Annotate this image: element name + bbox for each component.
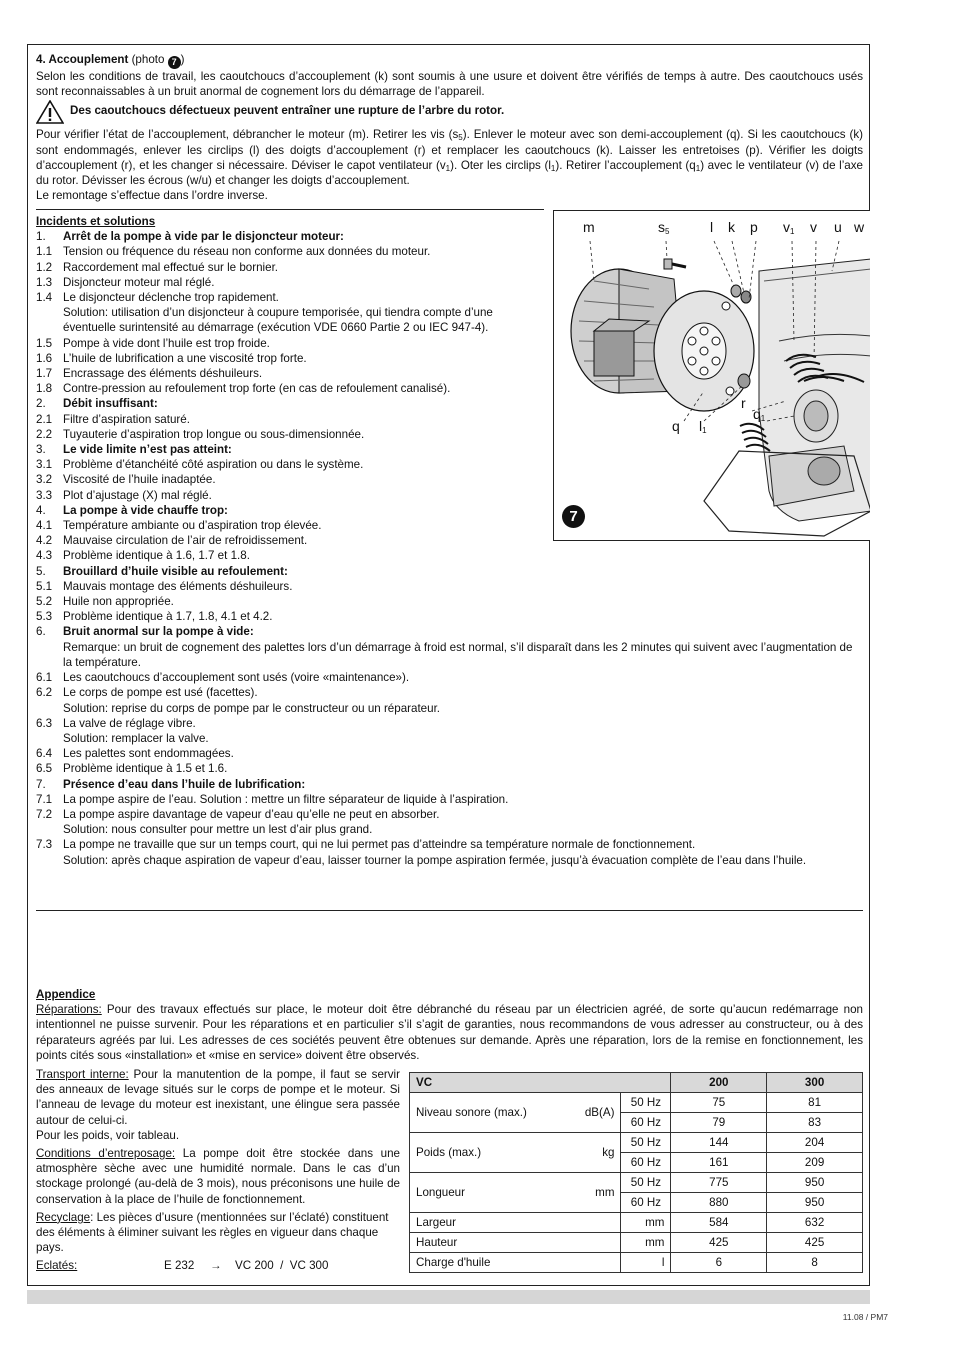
footer-bar (27, 1290, 870, 1304)
warning-icon (36, 100, 64, 124)
table-row: 60 Hz 161 209 (410, 1153, 863, 1173)
footer-code: 11.08 / PM7 (842, 1312, 888, 1322)
warning-text: Des caoutchoucs défectueux peuvent entraîner une rupture de l’arbre du rotor. (70, 104, 505, 118)
incident-line: 7. Présence d’eau dans l’huile de lubrification: (36, 777, 306, 791)
incident-line: 1.2 Raccordement mal effectué sur le bornier. (36, 260, 279, 274)
table-header-row: VC 200 300 (410, 1073, 863, 1093)
incident-line: Remarque: un bruit de cognement des palettes lors d’un démarrage à froid est normal, s’il disparaît dans les 2 minutes qui suivent avec l’augmentation de la température. (63, 640, 853, 669)
incident-line: 4.2 Mauvaise circulation de l’air de refroidissement. (36, 534, 308, 548)
pump-illustration (554, 211, 870, 541)
incident-line: 3.1 Problème d’étanchéité côté aspiration ou dans le système. (36, 458, 364, 472)
label-v: v (810, 219, 817, 235)
exploded-view-photo (553, 210, 870, 541)
incident-line: 1.8 Contre-pression au refoulement trop forte (en cas de refoulement canalisé). (36, 382, 451, 396)
incident-line: Solution: après chaque aspiration de vapeur d’eau, laisser tourner la pompe aspiration fermée, jusqu’à évacuation complète de l’eau dans l’huile. (63, 853, 807, 867)
incident-line: 5.1 Mauvais montage des éléments déshuileurs. (36, 579, 293, 593)
incident-line: 6.2 Le corps de pompe est usé (facettes). (36, 686, 258, 700)
label-m: m (583, 219, 595, 235)
incident-line: 2.1 Filtre d’aspiration saturé. (36, 412, 190, 426)
label-v1: $v_1$ (783, 219, 795, 236)
spec-table (409, 1072, 863, 1273)
incident-line: 7.2 La pompe aspire davantage de vapeur d’eau qu’elle ne peut en absorber. (36, 807, 440, 821)
table-row: Hauteur mm 425 425 (410, 1233, 863, 1253)
incident-line: Solution: reprise du corps de pompe par le constructeur ou un réparateur. (63, 701, 441, 715)
warning-block (36, 103, 863, 125)
divider (36, 209, 544, 210)
incident-line: 5.2 Huile non appropriée. (36, 595, 174, 609)
incident-line: 7.1 La pompe aspire de l’eau. Solution : mettre un filtre séparateur de liquide à l’aspiration. (36, 792, 509, 806)
incident-line: 1.5 Pompe à vide dont l’huile est trop froide. (36, 336, 270, 350)
incident-line: 4. La pompe à vide chauffe trop: (36, 503, 228, 517)
incident-line: 7.3 La pompe ne travaille que sur un temps court, qui ne lui permet pas d’atteindre sa température normale de fonctionnement. (36, 838, 696, 852)
incident-line: Solution: nous consulter pour mettre un lest d’air plus grand. (63, 823, 373, 837)
section-accouplement: 4. Accouplement (photo 7 ) Selon les conditions de travail, les caoutchoucs d’accouplement (k) sont soumis à une usure et doivent être vérifiés de temps à autre. Des caoutchoucs usés sont reconnaissables à un bruit anormal de cognement lors du démarrage de l’appareil. Des caoutchoucs défectueux peuvent entraîner une rupture de l’arbre du rotor. Pour vérifier l’état de l’accouplement, débrancher le moteur (m). Retirer les vis $(s_5)$. Enlever le moteur avec son demi-accouplement (q). Si les caoutchoucs (k) sont endommagés, enlever les circlips (l) des doigts d’accouplement (r) et remplacer les caoutchoucs (k). Laisser les entretoises (p). Vérifier les doigts d’accouplement (r), et les changer si nécessaire. Déviser le capot ventilateur $(v_1)$. Oter les circlips $(l_1)$. Retirer l’accouplement $(q_1)$ avec le ventilateur (v) de l’axe du rotor. Dévisser les écrous (w/u) et changer les doigts d’accouplement. Le remontage s’effectue dans l’ordre inverse. (36, 53, 864, 203)
incident-line: 2. Débit insuffisant: (36, 397, 158, 411)
appendix-section (36, 987, 863, 1063)
incident-line: 3.3 Plot d’ajustage (X) mal réglé. (36, 488, 212, 502)
table-row: Poids (max.) kg 50 Hz 144 204 (410, 1133, 863, 1153)
incident-line: 4.1 Température ambiante ou d’aspiration trop élevée. (36, 519, 322, 533)
section-intro: Selon les conditions de travail, les caoutchoucs d’accouplement (k) sont soumis à une usure et doivent être vérifiés de temps à autre. Des caoutchoucs usés sont reconnaissables à un bruit anormal de cognement lors du démarrage de l’appareil. (36, 70, 863, 99)
incident-line: 4.3 Problème identique à 1.6, 1.7 et 1.8. (36, 549, 250, 563)
incident-line: éventuelle surintensité au démarrage (exécution VDE 0660 Partie 2 ou IEC 947-4). (63, 321, 489, 335)
incident-line: Solution: utilisation d’un disjoncteur à coupure temporisée, qui tiendra compte d’une (63, 306, 493, 320)
photo-number-badge: 7 (562, 505, 585, 528)
table-row: Longueur mm 50 Hz 775 950 (410, 1173, 863, 1193)
incident-line: 6. Bruit anormal sur la pompe à vide: (36, 625, 254, 639)
incident-line: 5. Brouillard d’huile visible au refoulement: (36, 564, 288, 578)
table-row: 60 Hz 880 950 (410, 1193, 863, 1213)
exploded-views-line: Eclatés: E 232 → VC 200 / VC 300 (36, 1259, 329, 1273)
incident-line: 1.7 Encrassage des éléments déshuileurs. (36, 367, 263, 381)
incident-line: Solution: remplacer la valve. (63, 731, 209, 745)
divider (36, 910, 863, 911)
label-l1: $l_1$ (699, 418, 707, 435)
incident-line: 1.6 L’huile de lubrification a une viscosité trop forte. (36, 351, 307, 365)
label-s5: $s_5$ (658, 219, 670, 236)
appendix-left-column: Transport interne: Pour la manutention de la pompe, il faut se servir des anneaux de levage situés sur le corps de pompe et le moteur. Si l’anneau de levage du moteur est inexistant, une élingue sera passée autour de celui-ci. Pour les poids, voir tableau. Conditions d’entreposage: La pompe doit être stockée dans une atmosphère sèche avec une humidité normale. Dans le cas d’un stockage prolongé (au-delà de 3 mois), nous préconisons une huile de conservation à la place de l’huile de fonctionnement. Recyclage: Les pièces d’usure (mentionnées sur l’éclaté) constituent des éléments à éliminer suivant les règles en vigueur dans chaque pays. Eclatés: E 232 → VC 200 / VC 300 (36, 1068, 400, 1273)
appendix-heading: Appendice (36, 988, 96, 1001)
label-q1: $q_1$ (753, 406, 766, 423)
photo-ref-badge: 7 (168, 56, 181, 69)
incident-line: 1. Arrêt de la pompe à vide par le disjoncteur moteur: (36, 230, 344, 244)
incident-line: 6.1 Les caoutchoucs d’accouplement sont usés (voire «maintenance»). (36, 671, 410, 685)
transport-paragraph: Transport interne: Pour la manutention de la pompe, il faut se servir des anneaux de levage situés sur le corps de pompe et le moteur. Si l’anneau de levage du moteur est inexistant, une élingue sera passée autour de celui-ci. (36, 1068, 400, 1127)
section-title: 4. Accouplement (36, 53, 129, 66)
table-row: 60 Hz 79 83 (410, 1113, 863, 1133)
table-row: Niveau sonore (max.) dB(A) 50 Hz 75 81 (410, 1093, 863, 1113)
label-w: w (854, 219, 865, 235)
label-k: k (728, 219, 735, 235)
incident-line: 1.1 Tension ou fréquence du réseau non conforme aux données du moteur. (36, 245, 431, 259)
label-l: l (710, 219, 714, 235)
incident-line: 1.3 Disjoncteur moteur mal réglé. (36, 275, 215, 289)
incident-line: 6.5 Problème identique à 1.5 et 1.6. (36, 762, 228, 776)
repairs-paragraph: Réparations: Pour des travaux effectués sur place, le moteur doit être débranché du réseau par un électricien agréé, de sorte qu’aucun redémarrage non intentionnel ne puisse survenir. Pour les réparations et en particulier s’il s’agit de garanties, nous recommandons de vous adresser au constructeur, ou à des réparateurs agréés par lui. Les adresses de ces sociétés peuvent être obtenues sur demande. Après une réparation, lors de la remise en fonctionnement, les points cités sous «installation» et «mise en service» doivent être observés. (36, 1003, 863, 1062)
incident-line: 6.3 La valve de réglage vibre. (36, 716, 196, 730)
reassembly-text: Le remontage s’effectue dans l’ordre inverse. (36, 189, 268, 203)
recycling-paragraph: Recyclage: Les pièces d’usure (mentionnées sur l’éclaté) constituent des éléments à éliminer suivant les règles en vigueur dans chaque pays. (36, 1210, 389, 1255)
label-p: p (750, 219, 758, 235)
incidents-heading: Incidents et solutions (36, 215, 156, 228)
table-row: Charge d'huile l 6 8 (410, 1253, 863, 1273)
storage-paragraph: Conditions d’entreposage: La pompe doit être stockée dans une atmosphère sèche avec une humidité normale. Dans le cas d’un stockage prolongé (au-delà de 3 mois), nous préconisons une huile de conservation à la place de l’huile de fonctionnement. (36, 1147, 400, 1206)
procedure-text: Pour vérifier l’état de l’accouplement, débrancher le moteur (m). Retirer les vis $(s_5)$. Enlever le moteur avec son demi-accouplement (q). Si les caoutchoucs (k) sont endommagés, enlever les circlips (l) des doigts d’accouplement (r) et remplacer les caoutchoucs (k). Laisser les entretoises (p). Vérifier les doigts d’accouplement (r), et les changer si nécessaire. Déviser le capot ventilateur $(v_1)$. Oter les circlips $(l_1)$. Retirer l’accouplement $(q_1)$ avec le ventilateur (v) de l’axe du rotor. Dévisser les écrous (w/u) et changer les doigts d’accouplement. (36, 128, 864, 188)
incident-line: 1.4 Le disjoncteur déclenche trop rapidement. (36, 291, 279, 305)
incident-line: 5.3 Problème identique à 1.7, 1.8, 4.1 et 4.2. (36, 610, 273, 624)
incident-line: 6.4 Les palettes sont endommagées. (36, 747, 234, 761)
incident-line: 2.2 Tuyauterie d’aspiration trop longue ou sous-dimensionnée. (36, 427, 365, 441)
table-row: Largeur mm 584 632 (410, 1213, 863, 1233)
label-r: r (741, 395, 746, 411)
incident-line: 3. Le vide limite n’est pas atteint: (36, 443, 232, 457)
label-u: u (834, 219, 842, 235)
label-q: q (672, 418, 680, 434)
incident-line: 3.2 Viscosité de l’huile inadaptée. (36, 473, 216, 487)
